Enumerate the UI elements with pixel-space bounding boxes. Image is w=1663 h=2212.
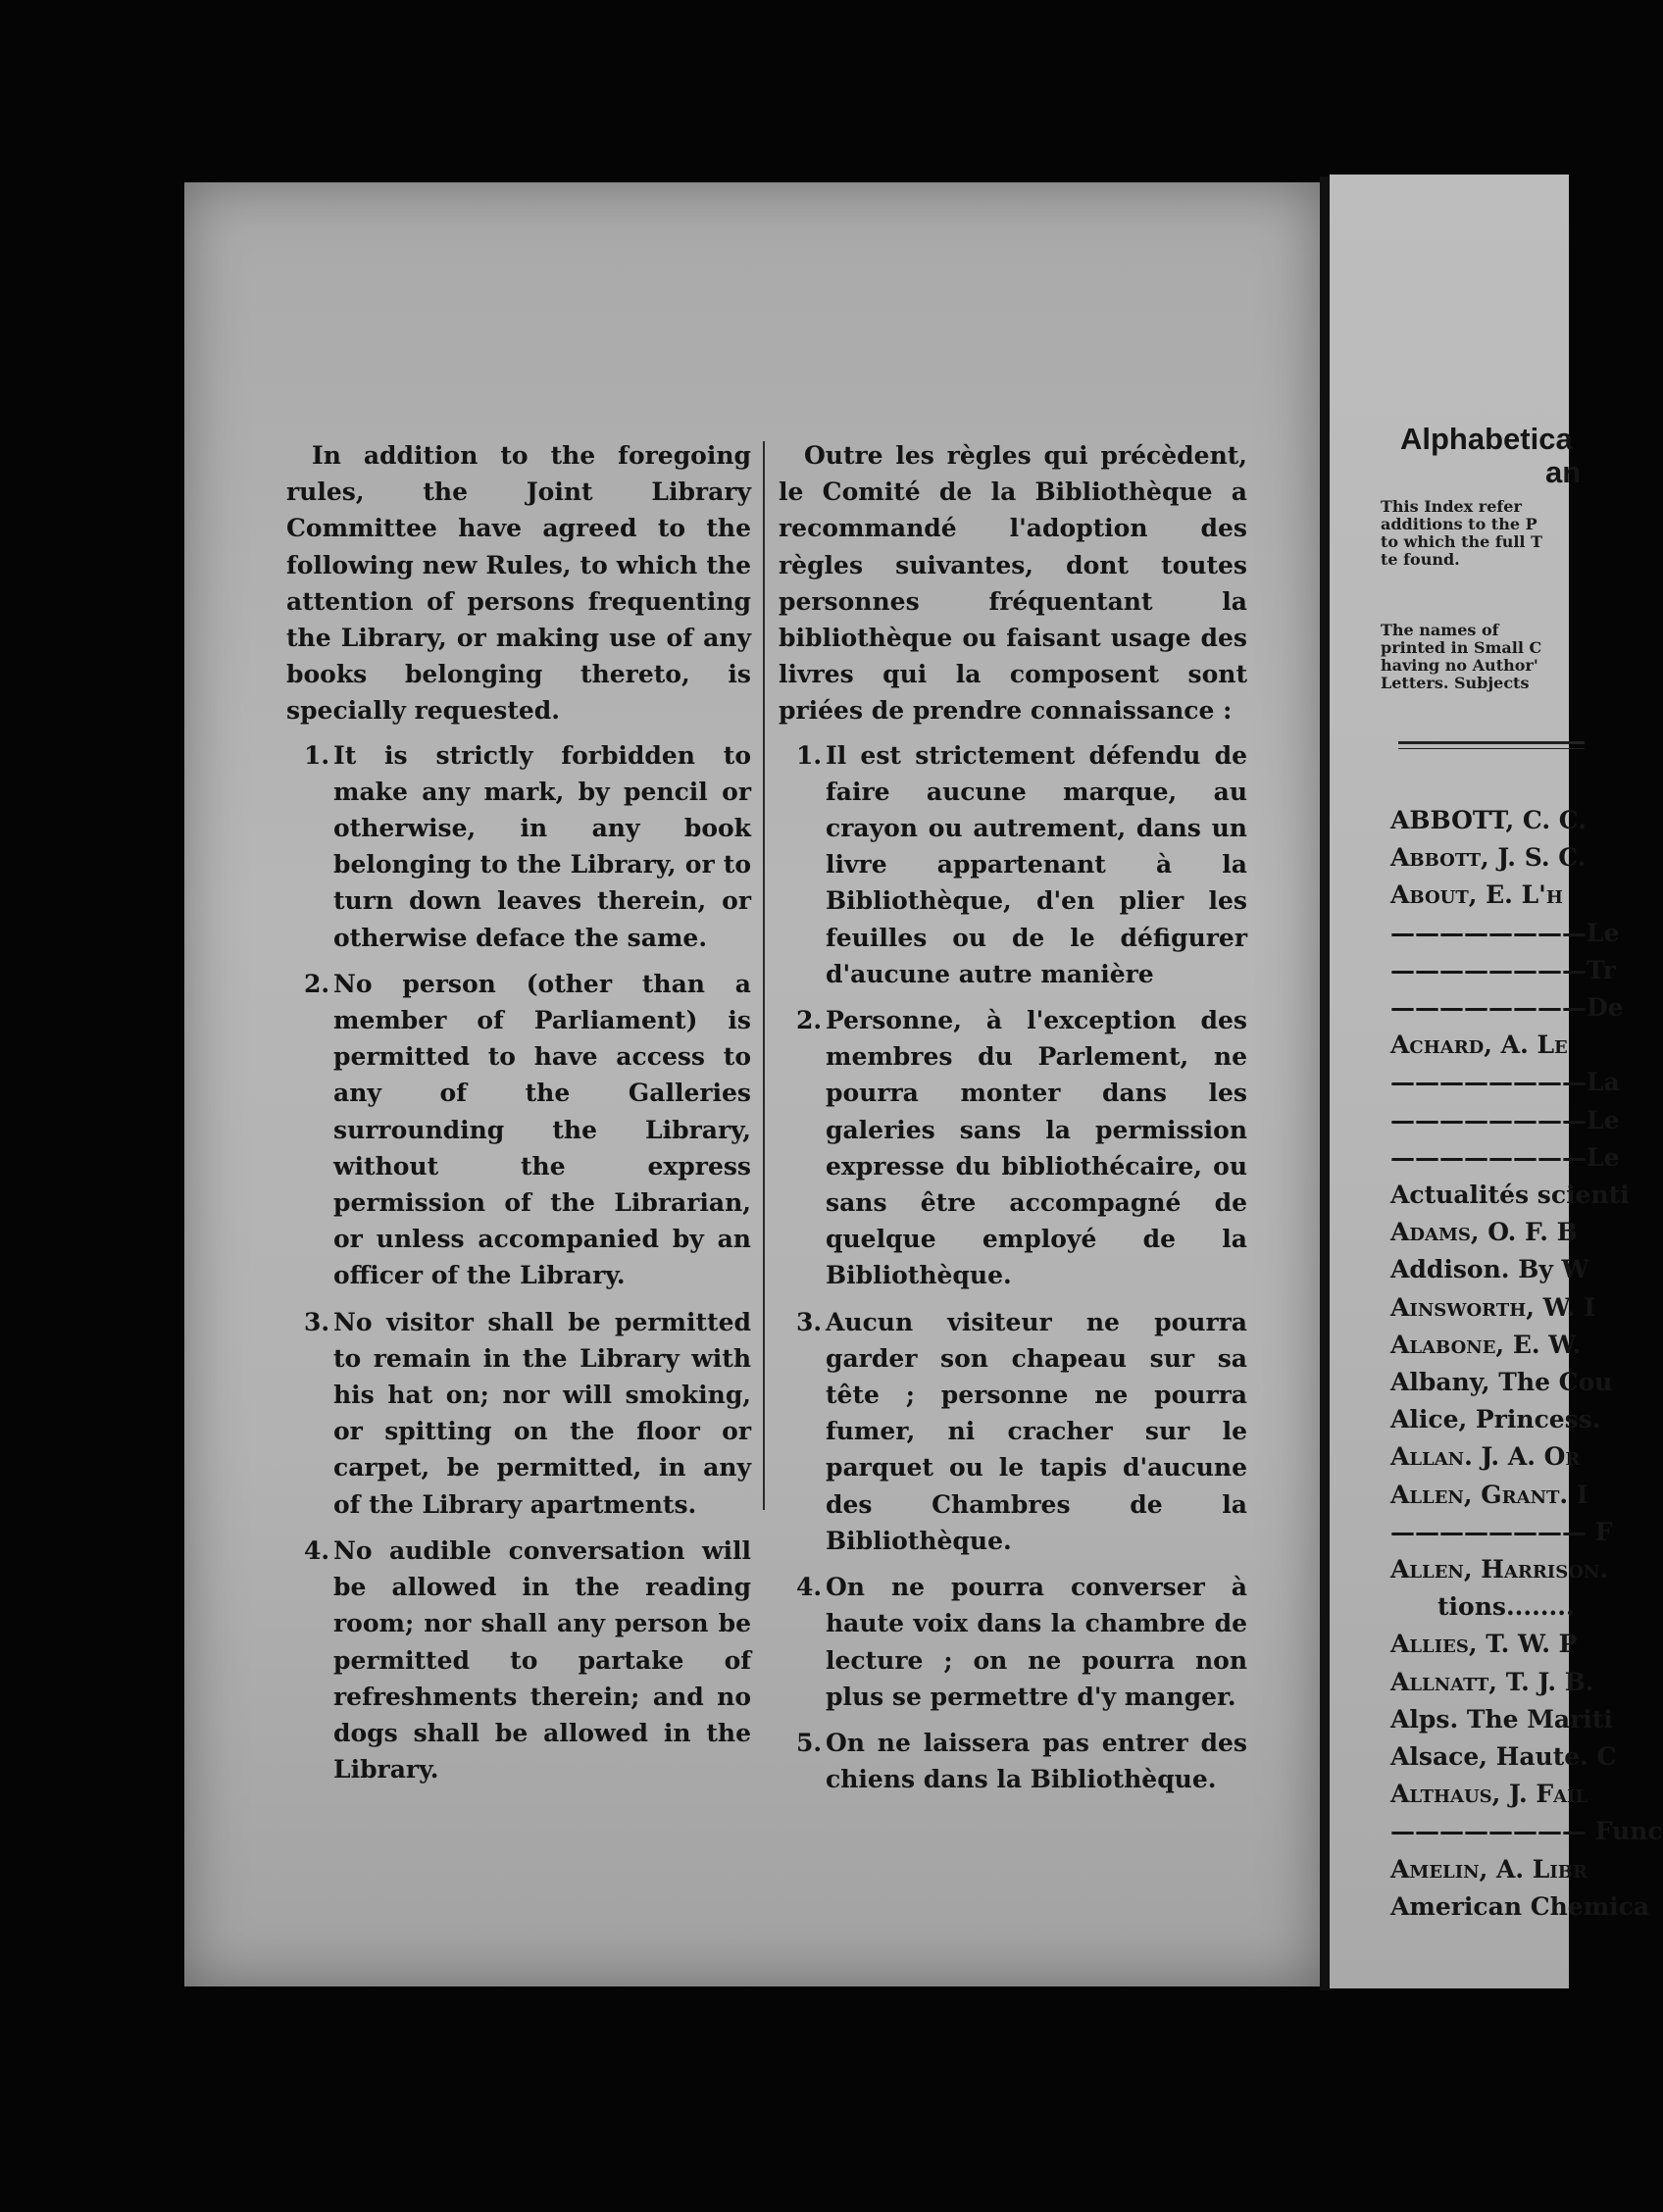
index-entry: Actualités scienti — [1390, 1181, 1630, 1210]
index-entry: ————————Le — [1390, 1142, 1620, 1172]
french-rule — [779, 1304, 1247, 1559]
english-rule — [286, 1533, 751, 1787]
rule-number: 1. — [796, 740, 823, 770]
rule-number: 2. — [304, 969, 330, 998]
index-rule — [1398, 741, 1585, 744]
rule-number: 5. — [796, 1728, 823, 1757]
rule-text: It is strictly forbidden to make any mark, by pencil or otherwise, in any book belonging to the Library, or to turn down leaves therein, or otherwise deface the same. — [333, 740, 751, 952]
rule-text: On ne pourra converser à haute voix dans la chambre de lecture ; on ne pourra non plus se permettre d'y manger. — [826, 1573, 1247, 1711]
index-entry-list — [1390, 802, 1663, 1926]
index-title: Alphabetica — [1400, 422, 1573, 456]
rule-text: Il est strictement défendu de faire aucune marque, au crayon ou autrement, dans un livre appartenant à la Bibliothèque, d'en plier les feuilles ou de le défigurer d'aucune autre manière — [826, 740, 1247, 988]
rule-number: 4. — [796, 1573, 823, 1602]
column-divider — [763, 441, 765, 1510]
index-entry: ————————La — [1390, 1068, 1620, 1097]
index-entry: Allies, T. W. P — [1390, 1630, 1578, 1659]
index-entry: American Chemica — [1390, 1891, 1650, 1921]
english-intro: In addition to the foregoing rules, the Joint Library Committee have agreed to the following new Rules, to which the attention of persons frequenting the Library, or making use of any books belonging thereto, is specially requested. — [286, 441, 751, 726]
index-entry: ————————Le — [1390, 918, 1620, 947]
index-entry: ———————— F — [1390, 1517, 1613, 1546]
index-entry: Allen, Harrison. — [1390, 1555, 1609, 1584]
french-rules-list — [779, 737, 1247, 1798]
index-entry: Albany, The Cou — [1390, 1368, 1613, 1397]
index-entry: ————————Tr — [1390, 955, 1616, 984]
rule-text: On ne laissera pas entrer des chiens dans la Bibliothèque. — [826, 1728, 1247, 1794]
page-gutter — [1320, 176, 1330, 1990]
rule-text: Personne, à l'exception des membres du Parlement, ne pourra monter dans les galeries sans la permission expresse du bibliothécaire, ou sans être accompagné de quelque employé de la Bibliothèque. — [826, 1006, 1247, 1290]
french-rules-column — [779, 437, 1247, 1807]
index-entry: Addison. By W — [1390, 1255, 1589, 1284]
index-entry: Allen, Grant. I — [1390, 1480, 1588, 1509]
index-note-names: The names of printed in Small C having no Author' Letters. Subjects — [1381, 621, 1542, 692]
french-rule — [779, 1569, 1247, 1715]
english-rules-column — [286, 437, 751, 1797]
index-entry: ———————— Func — [1390, 1817, 1663, 1846]
rule-number: 3. — [304, 1307, 330, 1336]
french-rule — [779, 737, 1247, 992]
index-entry: Allan. J. A. Or — [1390, 1442, 1581, 1472]
rule-number: 2. — [796, 1006, 823, 1035]
index-rule-thin — [1398, 748, 1585, 749]
index-entry: Alabone, E. W. — [1390, 1330, 1582, 1359]
right-page — [1330, 175, 1663, 1988]
english-rule — [286, 1304, 751, 1523]
rule-text: No audible conversation will be allowed in the reading room; nor shall any person be permitted to partake of refreshments therein; and no dogs shall be allowed in the Library. — [333, 1535, 751, 1785]
index-entry: ABBOTT, C. C. — [1390, 806, 1587, 834]
index-entry: Abbott, J. S. C. — [1390, 843, 1587, 873]
english-rule — [286, 966, 751, 1294]
french-intro: Outre les règles qui précèdent, le Comité de la Bibliothèque a recommandé l'adoption des règles suivantes, dont toutes personnes fréquentant la bibliothèque ou faisant usage des livres qui la composent sont priées de prendre connaissance : — [779, 441, 1247, 726]
index-entry: Amelin, A. Libr — [1390, 1854, 1587, 1884]
index-entry: ————————Le — [1390, 1105, 1620, 1134]
index-entry: Alps. The Mariti — [1390, 1704, 1613, 1734]
index-entry: tions........ — [1437, 1592, 1575, 1622]
index-entry: Alice, Princess. — [1390, 1405, 1601, 1434]
index-entry: ————————De — [1390, 993, 1624, 1023]
rule-number: 1. — [304, 740, 330, 770]
french-rule — [779, 1725, 1247, 1797]
index-entry: Allnatt, T. J. B. — [1390, 1667, 1594, 1696]
rule-text: No person (other than a member of Parliament) is permitted to have access to any of the Galleries surrounding the Library, without the express permission of the Librarian, or unless accompanied by an officer of the Library. — [333, 969, 751, 1290]
rule-text: Aucun visiteur ne pourra garder son chapeau sur sa tête ; personne ne pourra fumer, ni cracher sur le parquet ou le tapis d'aucune des Chambres de la Bibliothèque. — [826, 1307, 1247, 1555]
index-entry: Adams, O. F. B — [1390, 1218, 1578, 1247]
english-rules-list — [286, 737, 751, 1788]
rule-number: 4. — [304, 1535, 330, 1565]
english-rule — [286, 737, 751, 956]
rule-text: No visitor shall be permitted to remain in the Library with his hat on; nor will smoking, or spitting on the floor or carpet, be permitted, in any of the Library apartments. — [333, 1307, 751, 1519]
index-entry: Ainsworth, W. I — [1390, 1292, 1595, 1322]
french-rule — [779, 1002, 1247, 1294]
rule-number: 3. — [796, 1307, 823, 1336]
index-entry: Alsace, Haute. C — [1390, 1742, 1617, 1772]
index-note: This Index refer additions to the P to which the full T te found. — [1381, 497, 1542, 569]
index-title-continuation: an — [1545, 455, 1582, 489]
index-entry: Achard, A. Le — [1390, 1031, 1568, 1060]
index-entry: About, E. L'h — [1390, 880, 1563, 910]
index-entry: Althaus, J. Fail — [1390, 1780, 1588, 1809]
